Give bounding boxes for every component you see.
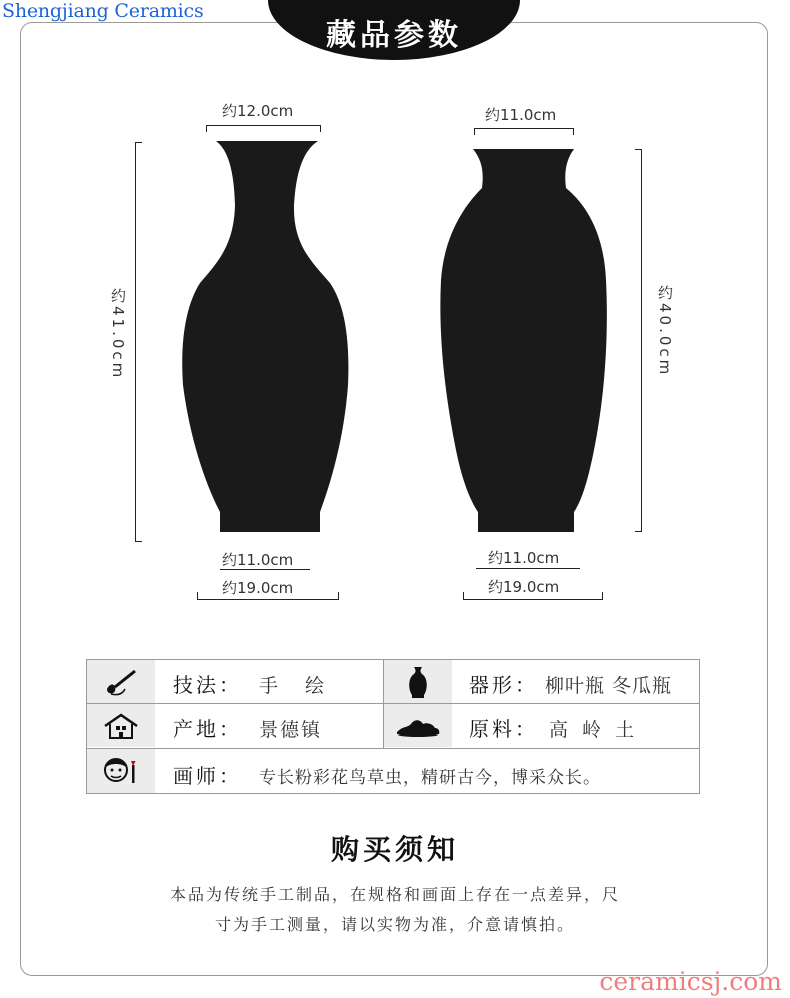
winter-melon-vase-silhouette [440,149,607,532]
origin-label: 产地： [173,717,242,741]
header-title: 藏品参数 [326,18,462,53]
technique-value: 手 绘 [259,675,329,697]
right-top-width: 约11.0cm [485,106,557,124]
material-label: 原料： [469,717,538,741]
painter-label: 画师： [173,764,242,788]
notice-line-2: 寸为手工测量，请以实物为准，介意请慎拍。 [214,915,575,934]
artist-icon [87,749,155,793]
right-max-width: 约19.0cm [488,578,560,596]
shape-label: 器形： [469,673,538,697]
watermark-top: Shengjiang Ceramics [2,0,204,22]
left-base-width: 约11.0cm [222,551,294,569]
watermark-bottom: ceramicsj.com [599,967,782,996]
willow-leaf-vase-silhouette [182,141,348,532]
technique-label: 技法： [173,673,242,697]
left-height: 约41.0cm [109,288,127,381]
vase-icon [384,660,452,703]
spec-table [86,659,700,794]
shape-value: 柳叶瓶 冬瓜瓶 [545,675,673,697]
notice-line-1: 本品为传统手工制品，在规格和画面上存在一点差异，尺 [169,885,620,904]
painter-value: 专长粉彩花鸟草虫，精研古今，博采众长。 [259,768,601,788]
material-value: 高 岭 土 [549,719,639,741]
brush-icon [87,660,155,703]
notice-title: 购买须知 [330,833,459,866]
left-top-width: 约12.0cm [222,102,294,120]
right-height: 约40.0cm [656,285,674,378]
clay-icon [384,704,452,747]
origin-value: 景德镇 [259,719,323,741]
house-icon [87,704,155,747]
left-max-width: 约19.0cm [222,579,294,597]
right-base-width: 约11.0cm [488,549,560,567]
